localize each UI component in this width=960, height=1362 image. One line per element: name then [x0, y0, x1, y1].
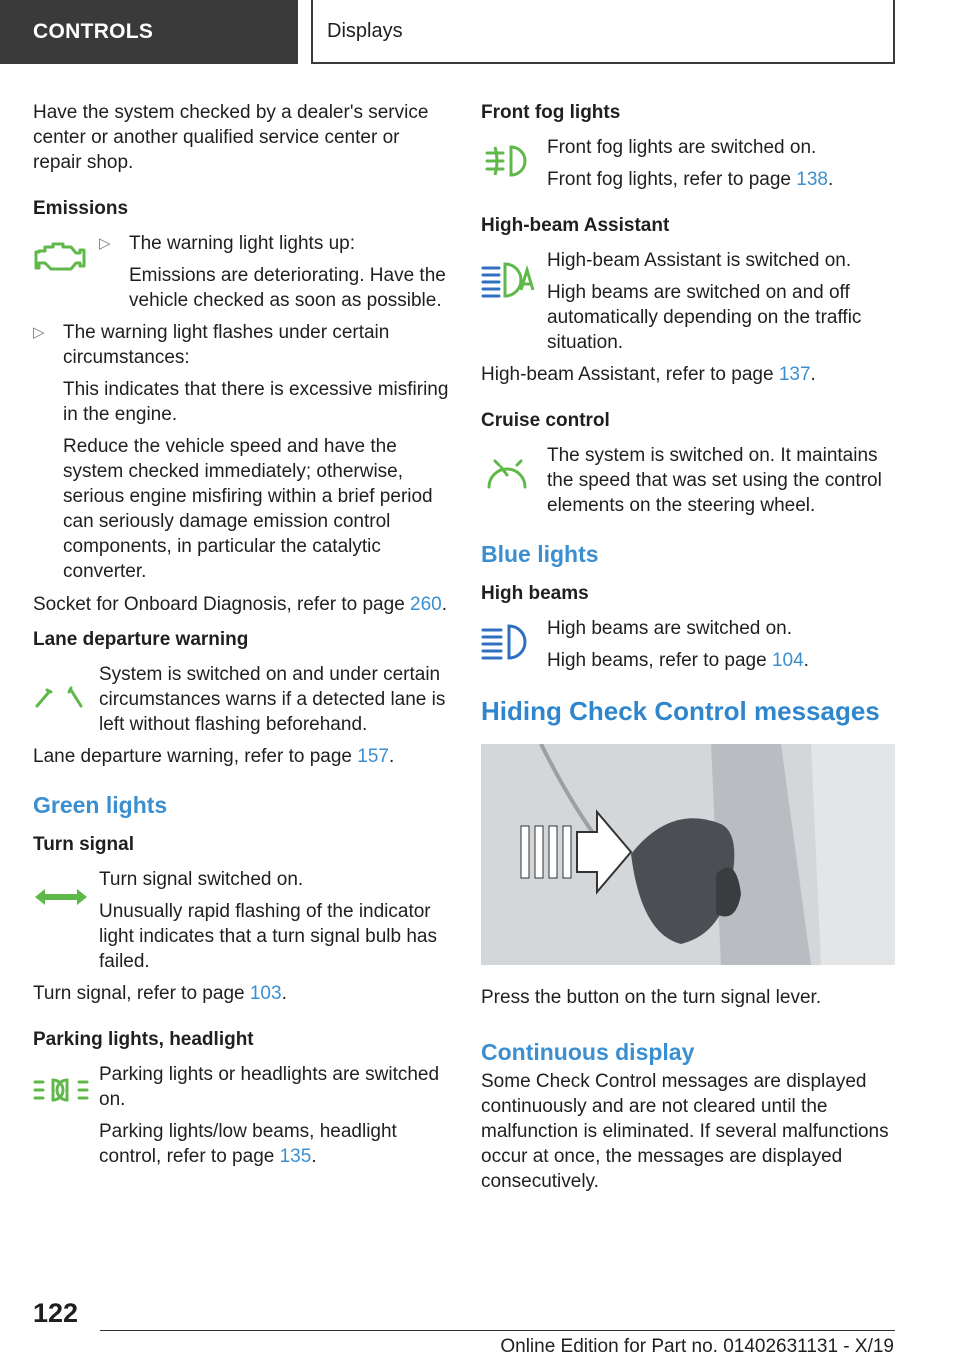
- green-lights-heading: Green lights: [33, 792, 168, 818]
- high-beams-row: [481, 616, 895, 673]
- hba-ref: High-beam Assistant, refer to page 137.: [481, 364, 816, 385]
- socket-ref: Socket for Onboard Diagnosis, refer to page 260.: [33, 594, 448, 615]
- fog-light-icon: [481, 141, 537, 181]
- page-link[interactable]: 138: [796, 169, 828, 190]
- turn-row: [33, 867, 453, 974]
- continuous-text: Some Check Control messages are displayed continuously and are not cleared until the malfunction is eliminated. If several malfunctions occur at once, the messages are displayed consecutively.: [481, 1071, 889, 1192]
- hba-text-2: High beams are switched on and off automatically depending on the traffic situation.: [547, 282, 862, 353]
- hba-heading: High-beam Assistant: [481, 215, 670, 236]
- lane-text: System is switched on and under certain circumstances warns if a detected lane is left without flashing beforehand.: [99, 664, 446, 735]
- hba-text-1: High-beam Assistant is switched on.: [547, 250, 852, 271]
- lever-illustration-svg: [481, 744, 895, 965]
- page-link[interactable]: 104: [771, 650, 804, 671]
- emissions-bullet-2: [33, 320, 453, 584]
- emissions-bullet-1-detail: Emissions are deteriorating. Have the vehicle checked as soon as possible.: [129, 265, 446, 311]
- parking-light-icon: [33, 1070, 89, 1110]
- emissions-bullet-2-detail-1: This indicates that there is excessive misfiring in the engine.: [63, 379, 449, 425]
- lane-heading: Lane departure warning: [33, 629, 249, 650]
- continuous-heading: Continuous display: [481, 1039, 695, 1065]
- emissions-bullet-2-text: The warning light flashes under certain circumstances:: [63, 322, 390, 368]
- page-number: 122: [33, 1298, 79, 1328]
- hba-row: [481, 248, 895, 355]
- page-link[interactable]: 103: [249, 983, 282, 1004]
- emissions-row: [33, 231, 453, 313]
- fog-ref: Front fog lights, refer to page 138.: [547, 169, 834, 190]
- lane-departure-icon: [33, 676, 89, 716]
- emissions-bullet-1-text: The warning light lights up:: [129, 233, 356, 254]
- edition-text: Online Edition for Part no. 01402631131 - X/19: [500, 1336, 894, 1357]
- cruise-text: The system is switched on. It maintains the speed that was set using the control elements on the steering wheel.: [547, 445, 882, 516]
- turn-heading: Turn signal: [33, 834, 134, 855]
- turn-signal-lever-illustration: [481, 744, 895, 965]
- press-text: Press the button on the turn signal lever.: [481, 987, 822, 1008]
- section-tab: [0, 0, 298, 64]
- turn-ref: Turn signal, refer to page 103.: [33, 983, 287, 1004]
- page-link[interactable]: 260: [410, 594, 442, 615]
- left-column: [33, 100, 453, 1176]
- chapter-tab: [311, 0, 895, 64]
- high-beams-text-1: High beams are switched on.: [547, 618, 793, 639]
- emissions-bullet-1: [99, 231, 453, 313]
- fog-row: [481, 135, 895, 192]
- parking-ref: Parking lights/low beams, headlight control, refer to page 135.: [99, 1121, 397, 1167]
- cruise-row: [481, 443, 895, 518]
- parking-text-1: Parking lights or headlights are switched on.: [99, 1064, 440, 1110]
- high-beam-assistant-icon: [481, 260, 537, 300]
- bullet-triangle-icon: ▷: [99, 235, 111, 252]
- turn-text-1: Turn signal switched on.: [99, 869, 304, 890]
- lane-ref: Lane departure warning, refer to page 157.: [33, 746, 395, 767]
- right-column: [481, 100, 895, 1201]
- page-link[interactable]: 135: [279, 1146, 312, 1167]
- cruise-control-icon: [481, 455, 537, 495]
- fog-text-1: Front fog lights are switched on.: [547, 137, 817, 158]
- blue-lights-heading: Blue lights: [481, 541, 599, 567]
- chapter-title: Displays: [327, 20, 403, 42]
- hiding-heading: Hiding Check Control messages: [481, 696, 880, 726]
- footer-divider: [100, 1330, 895, 1331]
- lane-row: [33, 662, 453, 737]
- intro-text: Have the system checked by a dealer's service center or another qualified service center or repair shop.: [33, 102, 429, 173]
- parking-row: [33, 1062, 453, 1112]
- parking-heading: Parking lights, headlight: [33, 1029, 254, 1050]
- high-beam-icon: [481, 622, 537, 662]
- high-beams-ref: High beams, refer to page 104.: [547, 650, 809, 671]
- emissions-heading: Emissions: [33, 198, 129, 219]
- fog-heading: Front fog lights: [481, 102, 621, 123]
- bullet-triangle-icon: ▷: [33, 324, 45, 341]
- emissions-bullet-2-detail-2: Reduce the vehicle speed and have the system checked immediately; otherwise, serious engine misfiring within a brief period can seriously damage emission control components, in particular the catalytic converter.: [63, 436, 433, 582]
- cruise-heading: Cruise control: [481, 410, 610, 431]
- high-beams-heading: High beams: [481, 583, 589, 604]
- turn-signal-icon: [33, 877, 89, 917]
- page-link[interactable]: 157: [357, 746, 389, 767]
- engine-warning-icon: [33, 237, 89, 277]
- page-link[interactable]: 137: [778, 364, 811, 385]
- turn-text-2: Unusually rapid flashing of the indicator light indicates that a turn signal bulb has failed.: [99, 901, 437, 972]
- section-title: CONTROLS: [33, 20, 154, 43]
